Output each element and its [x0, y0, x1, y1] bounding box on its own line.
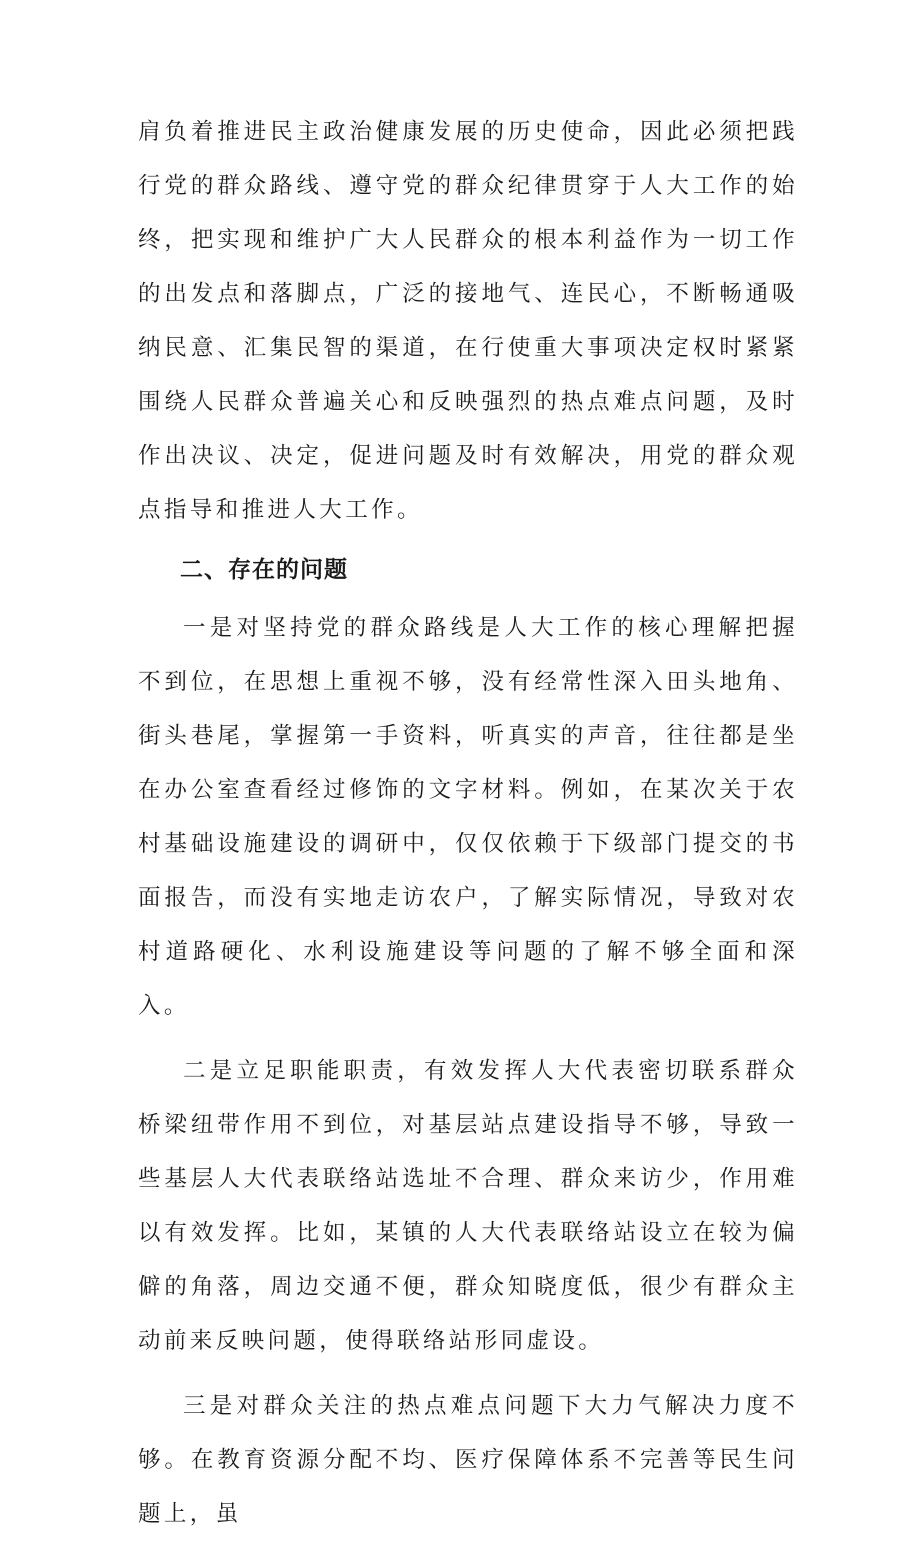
paragraph-issue-3: 三是对群众关注的热点难点问题下大力气解决力度不够。在教育资源分配不均、医疗保障体系不完善等民生问题上，虽 [138, 1393, 798, 1527]
paragraph-intro: 肩负着推进民主政治健康发展的历史使命，因此必须把践行党的群众路线、遵守党的群众纪律贯穿于人大工作的始终，把实现和维护广大人民群众的根本利益作为一切工作的出发点和落脚点，广泛的接地气、连民心，不断畅通吸纳民意、汇集民智的渠道，在行使重大事项决定权时紧紧围绕人民群众普遍关心和反映强烈的热点难点问题，及时作出决议、决定，促进问题及时有效解决，用党的群众观点指导和推进人大工作。 [138, 119, 798, 523]
paragraph-issue-1: 一是对坚持党的群众路线是人大工作的核心理解把握不到位，在思想上重视不够，没有经常性深入田头地角、街头巷尾，掌握第一手资料，听真实的声音，往往都是坐在办公室查看经过修饰的文字材料。例如，在某次关于农村基础设施建设的调研中，仅仅依赖于下级部门提交的书面报告，而没有实地走访农户，了解实际情况，导致对农村道路硬化、水利设施建设等问题的了解不够全面和深入。 [138, 615, 798, 1019]
paragraph-spacer [138, 1033, 798, 1044]
paragraph-spacer [138, 1368, 798, 1379]
document-body [138, 105, 798, 1541]
paragraph-issue-2: 二是立足职能职责，有效发挥人大代表密切联系群众桥梁纽带作用不到位，对基层站点建设指导不够，导致一些基层人大代表联络站选址不合理、群众来访少，作用难以有效发挥。比如，某镇的人大代表联络站设立在较为偏僻的角落，周边交通不便，群众知晓度低，很少有群众主动前来反映问题，使得联络站形同虚设。 [138, 1058, 798, 1354]
section-heading: 二、存在的问题 [180, 557, 348, 583]
